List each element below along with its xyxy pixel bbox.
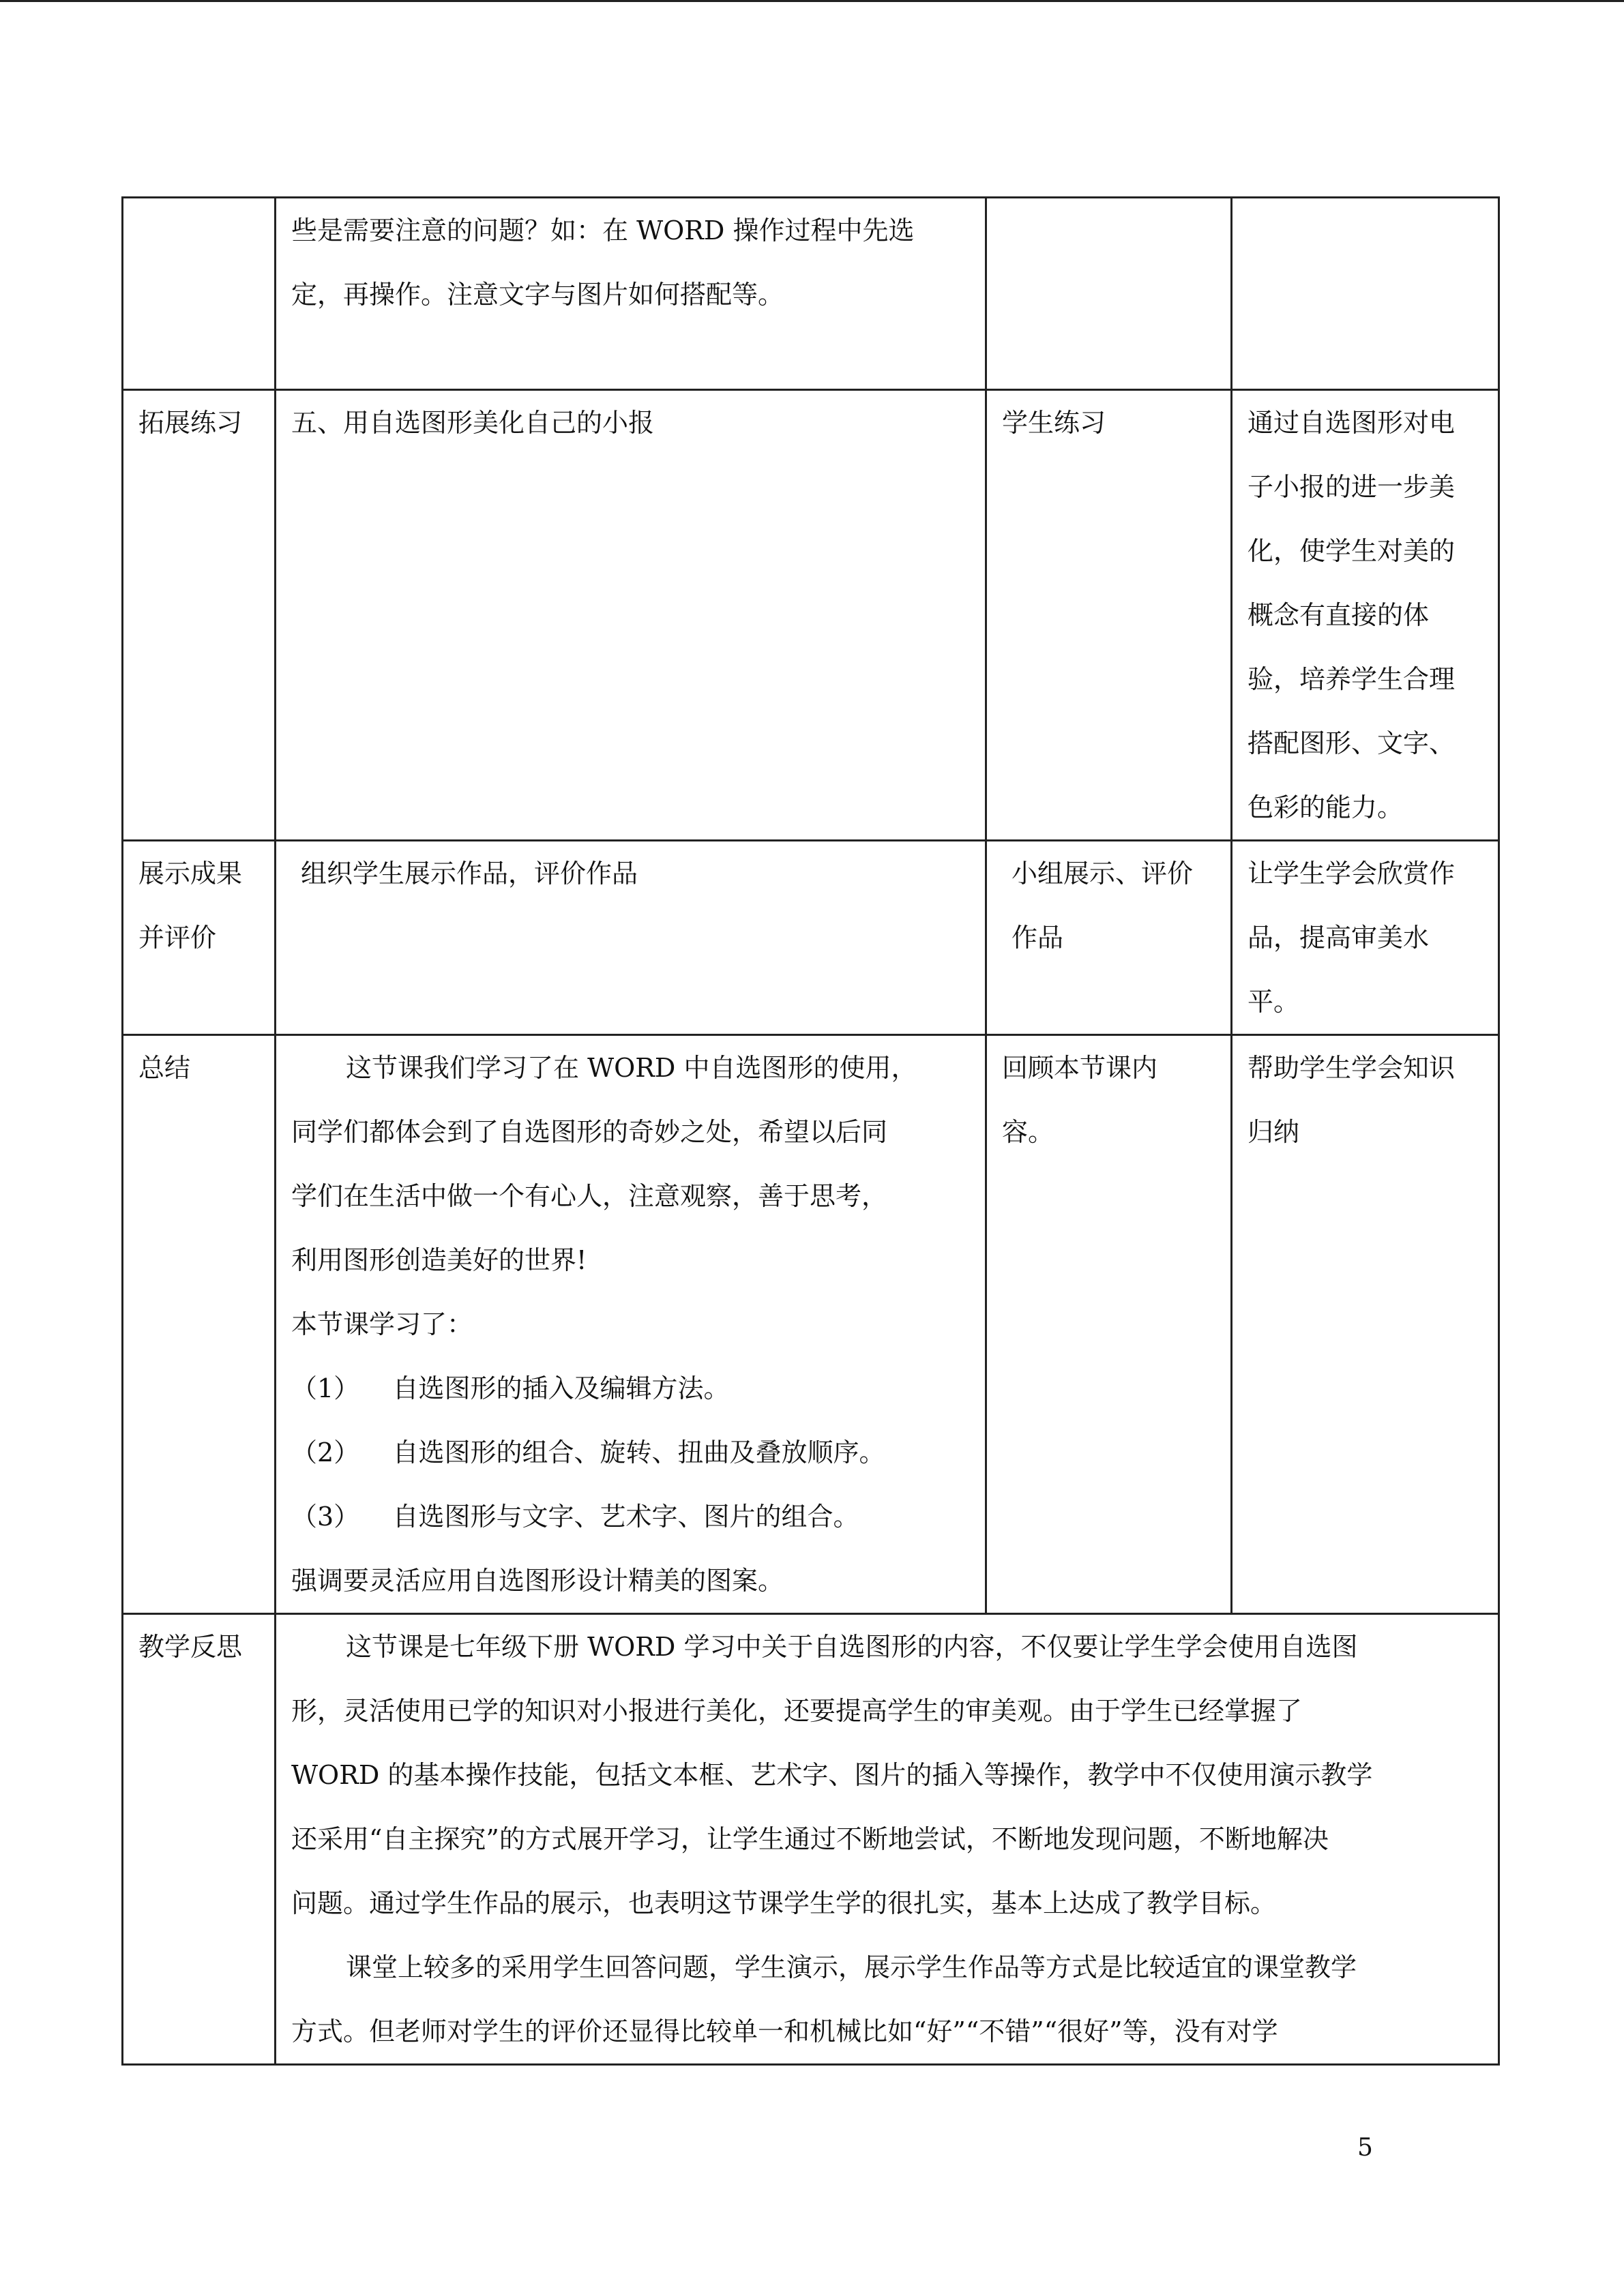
content-line: 这节课是七年级下册 WORD 学习中关于自选图形的内容，不仅要让学生学会使用自选图 xyxy=(346,1632,1358,1662)
content-line: 组织学生展示作品，评价作品 xyxy=(301,859,638,889)
table-row xyxy=(123,198,1499,390)
stage-label: 总结 xyxy=(138,1053,191,1083)
purpose-line: 平。 xyxy=(1247,987,1300,1017)
purpose-cell xyxy=(1232,1035,1499,1614)
purpose-line: 子小报的进一步美 xyxy=(1247,472,1456,502)
content-line: 还采用“自主探究”的方式展开学习，让学生通过不断地尝试，不断地发现问题，不断地解决 xyxy=(291,1824,1329,1854)
content-cell xyxy=(276,841,986,1035)
list-text: 自选图形的插入及编辑方法。 xyxy=(392,1373,730,1403)
activity-line: 作品 xyxy=(1012,923,1064,953)
activity-cell xyxy=(986,198,1232,390)
purpose-line: 通过自选图形对电 xyxy=(1247,408,1456,438)
reflection-cell xyxy=(276,1614,1499,2065)
content-line: 些是需要注意的问题？如：在 WORD 操作过程中先选 xyxy=(291,215,915,245)
stage-cell xyxy=(123,198,276,390)
content-line: WORD 的基本操作技能，包括文本框、艺术字、图片的插入等操作，教学中不仅使用演示教学 xyxy=(291,1760,1373,1790)
purpose-line: 品，提高审美水 xyxy=(1247,923,1430,953)
content-line: 本节课学习了： xyxy=(291,1309,473,1339)
list-text: 自选图形与文字、艺术字、图片的组合。 xyxy=(392,1502,859,1532)
list-number: （1） xyxy=(291,1373,360,1403)
activity-cell xyxy=(986,390,1232,841)
list-text: 自选图形的组合、旋转、扭曲及叠放顺序。 xyxy=(392,1437,885,1467)
activity-cell xyxy=(986,841,1232,1035)
content-line: 这节课我们学习了在 WORD 中自选图形的使用， xyxy=(346,1053,917,1083)
content-line: 五、用自选图形美化自己的小报 xyxy=(291,408,655,438)
content-line: 利用图形创造美好的世界! xyxy=(291,1245,587,1275)
table-row xyxy=(123,390,1499,841)
lesson-plan-table xyxy=(121,196,1500,2066)
stage-cell xyxy=(123,841,276,1035)
list-number: （3） xyxy=(291,1502,360,1532)
content-line: 学们在生活中做一个有心人，注意观察，善于思考， xyxy=(291,1181,888,1211)
purpose-cell xyxy=(1232,841,1499,1035)
purpose-line: 让学生学会欣赏作 xyxy=(1247,859,1456,889)
table-row xyxy=(123,841,1499,1035)
purpose-line: 验，培养学生合理 xyxy=(1247,664,1456,694)
stage-cell xyxy=(123,1614,276,2065)
content-line: 定，再操作。注意文字与图片如何搭配等。 xyxy=(291,280,784,310)
list-item xyxy=(291,1485,971,1549)
purpose-line: 搭配图形、文字、 xyxy=(1247,728,1456,758)
purpose-line: 归纳 xyxy=(1247,1117,1300,1147)
page-number: 5 xyxy=(1357,2134,1373,2162)
page-top-border xyxy=(0,0,1624,2)
table-row xyxy=(123,1614,1499,2065)
purpose-line: 色彩的能力。 xyxy=(1247,792,1404,822)
activity-line: 学生练习 xyxy=(1002,408,1106,438)
stage-label: 并评价 xyxy=(138,923,217,953)
purpose-cell xyxy=(1232,390,1499,841)
content-cell xyxy=(276,390,986,841)
content-cell xyxy=(276,1035,986,1614)
activity-line: 回顾本节课内 xyxy=(1002,1053,1158,1083)
purpose-cell xyxy=(1232,198,1499,390)
content-line: 同学们都体会到了自选图形的奇妙之处，希望以后同 xyxy=(291,1117,888,1147)
table-row xyxy=(123,1035,1499,1614)
content-line: 形，灵活使用已学的知识对小报进行美化，还要提高学生的审美观。由于学生已经掌握了 xyxy=(291,1696,1303,1726)
stage-label: 教学反思 xyxy=(138,1632,243,1662)
content-line: 强调要灵活应用自选图形设计精美的图案。 xyxy=(291,1566,784,1596)
purpose-line: 概念有直接的体 xyxy=(1247,600,1430,630)
content-line: 课堂上较多的采用学生回答问题，学生演示，展示学生作品等方式是比较适宜的课堂教学 xyxy=(346,1952,1357,1982)
activity-line: 容。 xyxy=(1002,1117,1054,1147)
stage-label: 展示成果 xyxy=(138,859,243,889)
activity-cell xyxy=(986,1035,1232,1614)
list-number: （2） xyxy=(291,1437,360,1467)
content-line: 方式。但老师对学生的评价还显得比较单一和机械比如“好”“不错”“很好”等，没有对学 xyxy=(291,2016,1278,2046)
content-cell xyxy=(276,198,986,390)
activity-line: 小组展示、评价 xyxy=(1012,859,1194,889)
purpose-line: 化，使学生对美的 xyxy=(1247,536,1456,566)
stage-cell xyxy=(123,1035,276,1614)
purpose-line: 帮助学生学会知识 xyxy=(1247,1053,1456,1083)
stage-label: 拓展练习 xyxy=(138,408,243,438)
stage-cell xyxy=(123,390,276,841)
list-item xyxy=(291,1420,971,1485)
list-item xyxy=(291,1356,971,1420)
content-line: 问题。通过学生作品的展示，也表明这节课学生学的很扎实，基本上达成了教学目标。 xyxy=(291,1888,1277,1918)
